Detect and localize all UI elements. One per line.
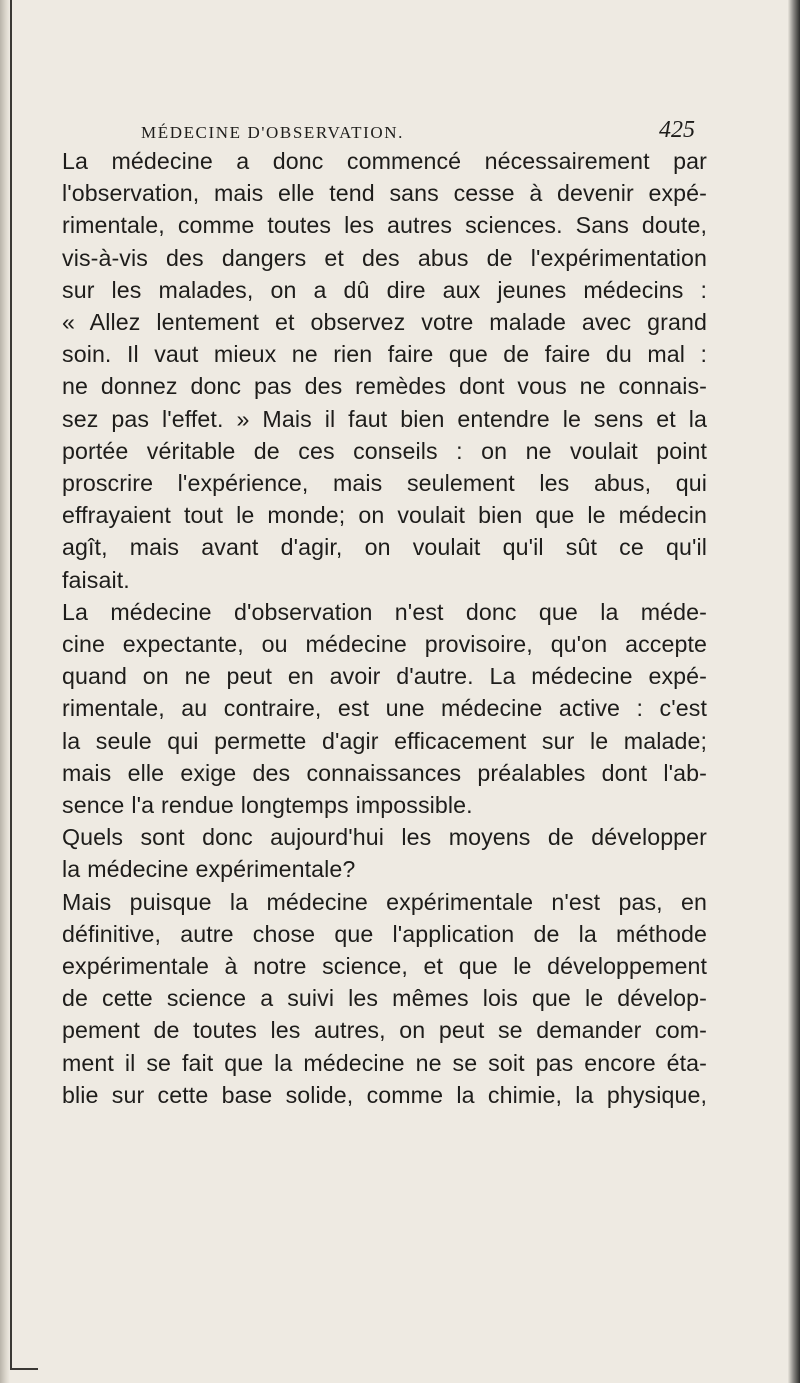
text-line: de cette science a suivi les mêmes lois que le dévelop- [62, 985, 707, 1012]
text-line: la seule qui permette d'agir efficacement sur le malade; [62, 727, 707, 754]
text-line: vis-à-vis des dangers et des abus de l'expérimentation [62, 244, 707, 271]
text-line: agît, mais avant d'agir, on voulait qu'il sût ce qu'il [62, 534, 707, 561]
text-line: ne donnez donc pas des remèdes dont vous ne connais- [62, 373, 707, 400]
text-line: effrayaient tout le monde; on voulait bien que le médecin [62, 502, 707, 529]
text-line: mais elle exige des connaissances préalables dont l'ab- [62, 759, 707, 786]
text-line: définitive, autre chose que l'application de la méthode [62, 920, 707, 947]
text-line: l'observation, mais elle tend sans cesse à devenir expé- [62, 180, 707, 207]
paragraph-4 [62, 886, 707, 1111]
text-line: La médecine a donc commencé nécessairement par [62, 148, 707, 174]
binding-corner-mark [10, 1368, 38, 1370]
page-gutter-shadow [0, 0, 10, 1383]
text-line: proscrire l'expérience, mais seulement les abus, qui [62, 470, 707, 497]
paragraph-3 [62, 821, 707, 885]
paragraph-1 [62, 145, 707, 596]
page-right-edge [788, 0, 800, 1383]
text-line: sur les malades, on a dû dire aux jeunes médecins : [62, 276, 707, 303]
text-line: Quels sont donc aujourd'hui les moyens de développer [62, 824, 707, 851]
text-line: cine expectante, ou médecine provisoire, qu'on accepte [62, 631, 707, 658]
text-line: faisait. [62, 566, 130, 593]
text-line: sez pas l'effet. » Mais il faut bien entendre le sens et la [62, 405, 707, 432]
body-text [62, 145, 707, 1111]
text-line: portée véritable de ces conseils : on ne voulait point [62, 437, 707, 464]
text-line: sence l'a rendue longtemps impossible. [62, 792, 473, 819]
text-line: quand on ne peut en avoir d'autre. La médecine expé- [62, 663, 707, 690]
text-line: pement de toutes les autres, on peut se demander com- [62, 1017, 707, 1044]
text-line: Mais puisque la médecine expérimentale n'est pas, en [62, 888, 707, 915]
text-line: ment il se fait que la médecine ne se soit pas encore éta- [62, 1049, 707, 1076]
page-number: 425 [659, 117, 695, 143]
binding-edge-line [10, 0, 12, 1370]
text-line: rimentale, au contraire, est une médecine active : c'est [62, 695, 707, 722]
text-line: La médecine d'observation n'est donc que la méde- [62, 598, 707, 625]
paragraph-2 [62, 596, 707, 821]
running-head: MÉDECINE D'OBSERVATION. [141, 123, 404, 142]
text-line: « Allez lentement et observez votre malade avec grand [62, 309, 707, 336]
text-line: soin. Il vaut mieux ne rien faire que de faire du mal : [62, 341, 707, 368]
text-line: rimentale, comme toutes les autres sciences. Sans doute, [62, 212, 707, 239]
text-line: la médecine expérimentale? [62, 856, 356, 883]
text-line: blie sur cette base solide, comme la chimie, la physique, [62, 1081, 707, 1108]
text-line: expérimentale à notre science, et que le développement [62, 953, 707, 980]
